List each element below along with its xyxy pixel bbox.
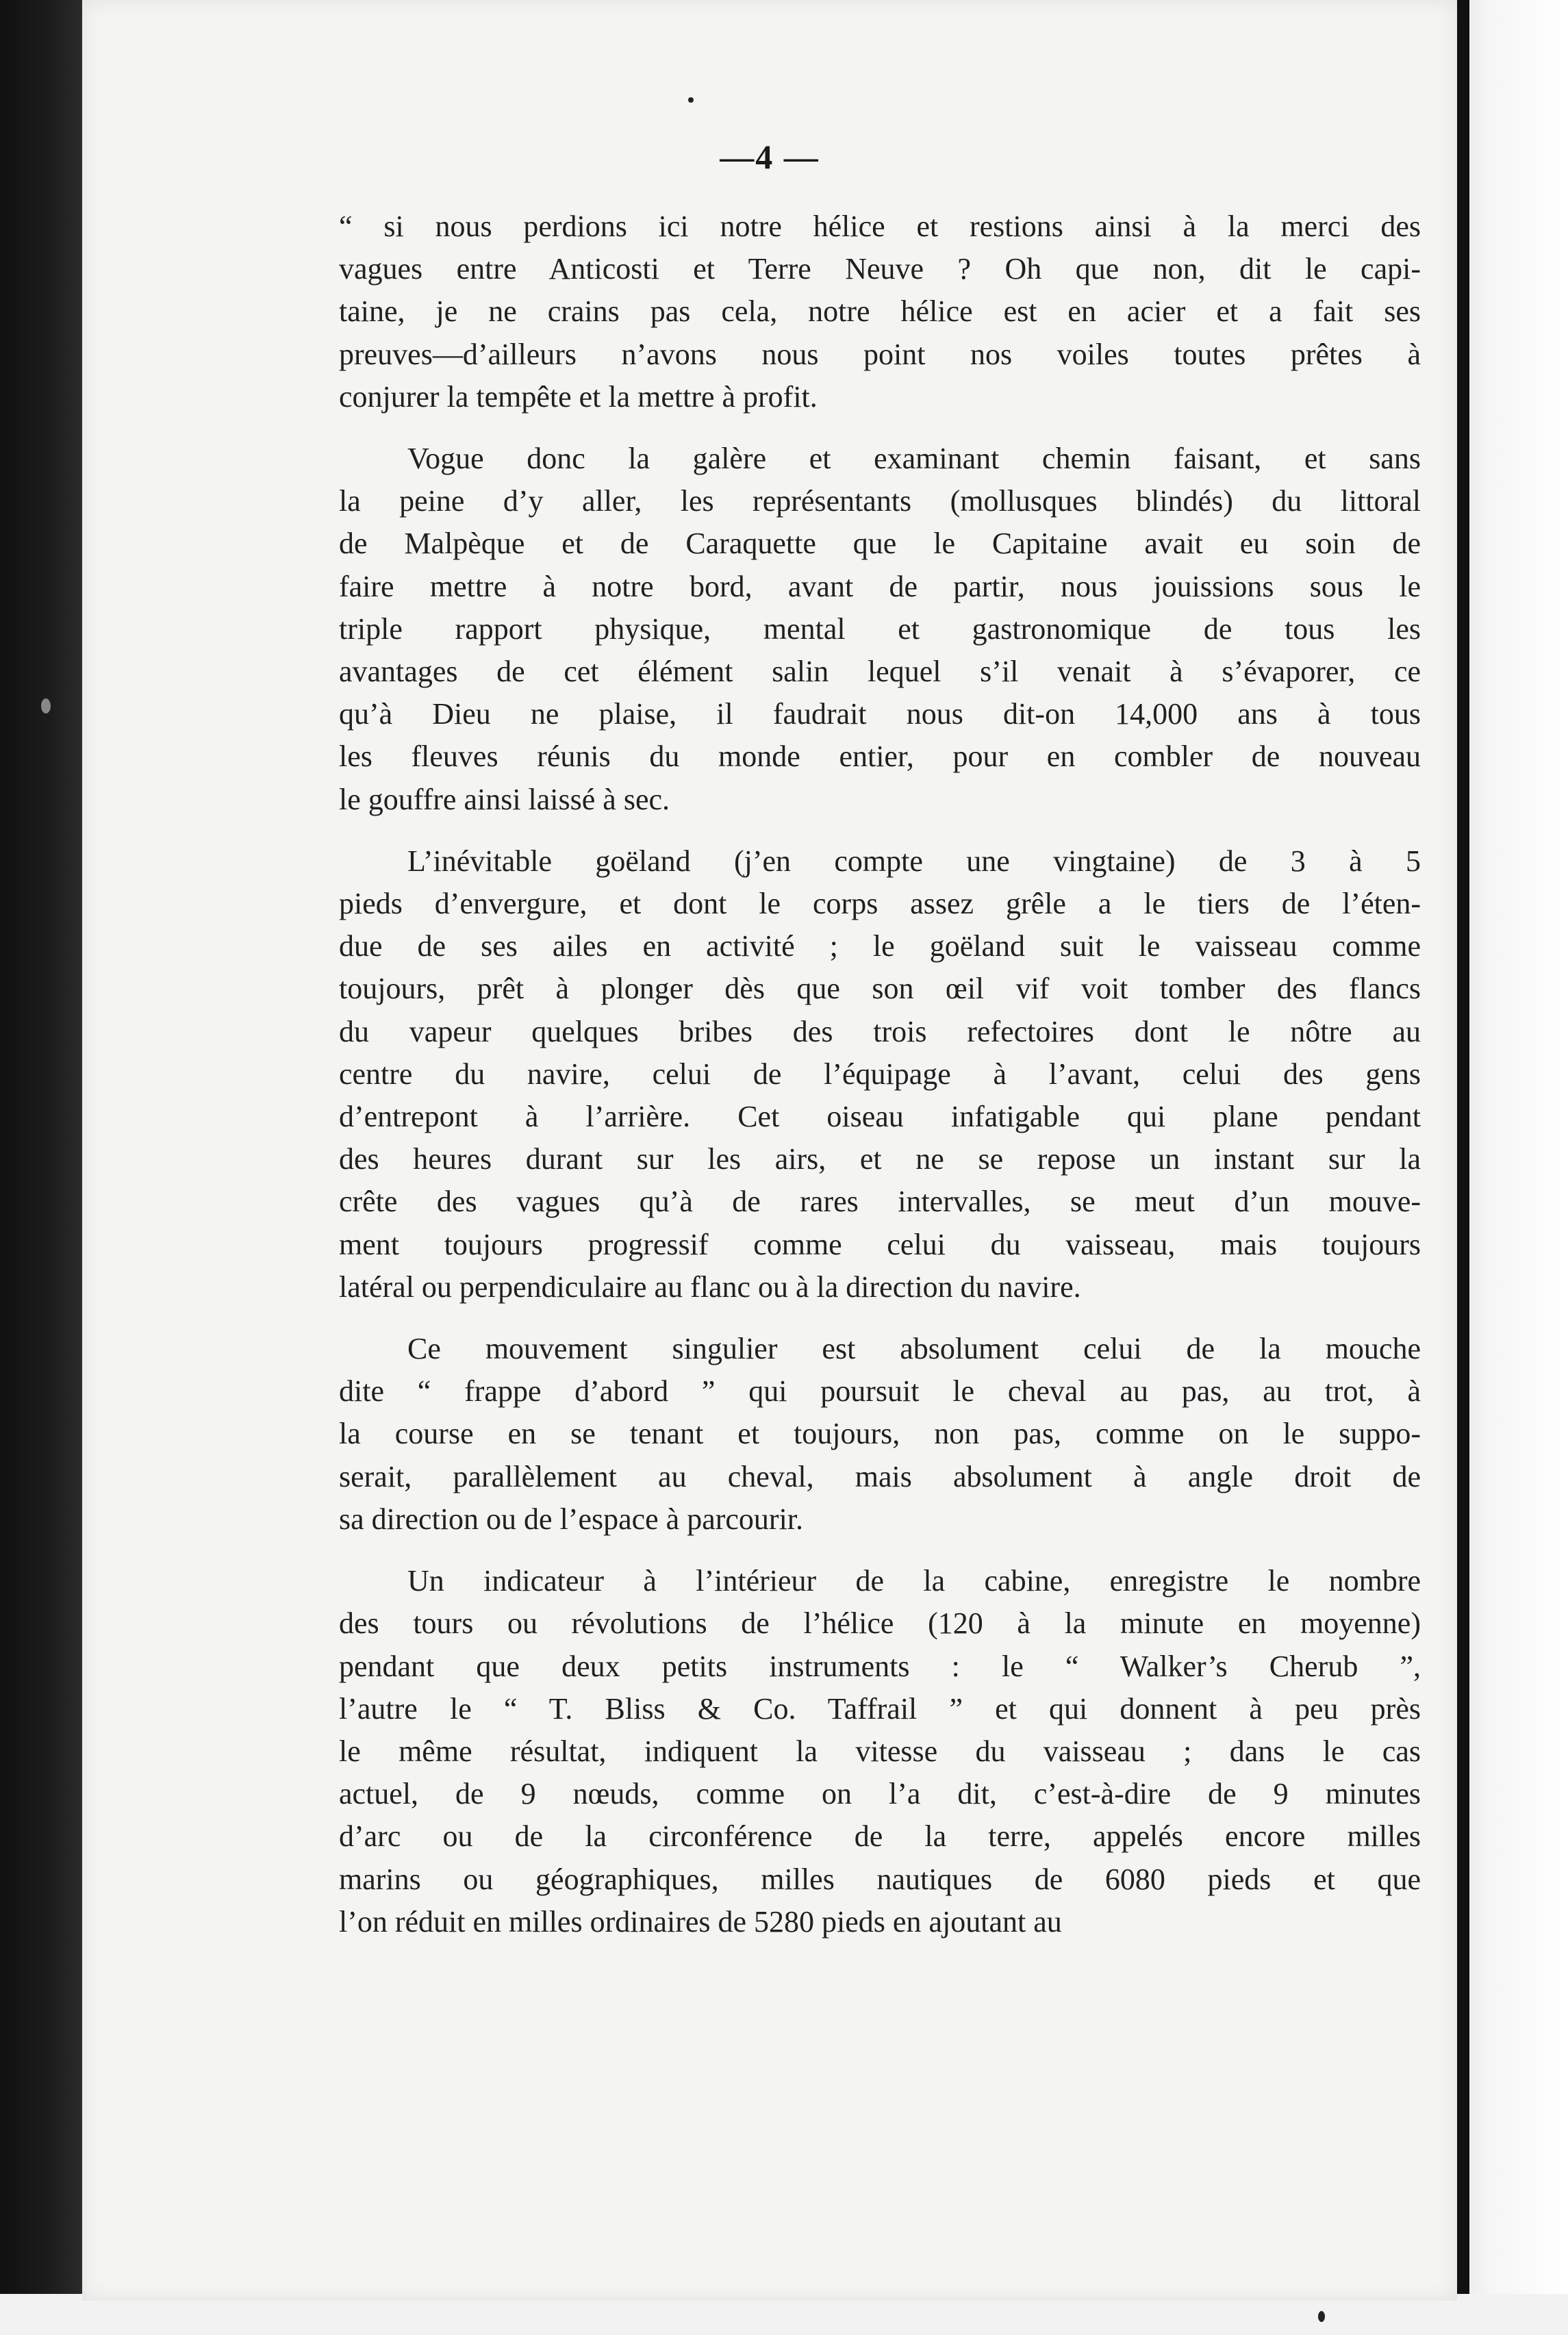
scan-edge-line <box>1457 0 1469 2335</box>
text-line: Un indicateur à l’intérieur de la cabine, enregistre le nombre <box>407 1564 1421 1598</box>
text-line: d’arc ou de la circonférence de la terre, appelés encore milles <box>339 1819 1421 1854</box>
text-line: de Malpèque et de Caraquette que le Capitaine avait eu soin de <box>339 527 1421 561</box>
text-line: avantages de cet élément salin lequel s’il venait à s’évaporer, ce <box>339 655 1421 689</box>
text-line: vagues entre Anticosti et Terre Neuve ? Oh que non, dit le capi- <box>339 252 1421 286</box>
text-line: les fleuves réunis du monde entier, pour en combler de nouveau <box>339 740 1421 774</box>
text-line: des heures durant sur les airs, et ne se repose un instant sur la <box>339 1142 1421 1176</box>
scan-border-left <box>0 0 82 2335</box>
text-line: marins ou géographiques, milles nautiques de 6080 pieds et que <box>339 1862 1421 1896</box>
paragraph <box>339 840 1421 1309</box>
text-line: Ce mouvement singulier est absolument celui de la mouche <box>407 1332 1421 1366</box>
paragraph <box>339 438 1421 821</box>
body-text <box>339 205 1421 1962</box>
text-line: Vogue donc la galère et examinant chemin faisant, et sans <box>407 442 1421 476</box>
paragraph <box>339 205 1421 418</box>
text-line: ment toujours progressif comme celui du vaisseau, mais toujours <box>339 1227 1421 1261</box>
text-line: toujours, prêt à plonger dès que son œil vif voit tomber des flancs <box>339 972 1421 1006</box>
document-page <box>82 0 1457 2301</box>
text-line: la peine d’y aller, les représentants (mollusques blindés) du littoral <box>339 484 1421 518</box>
text-line: faire mettre à notre bord, avant de partir, nous jouissions sous le <box>339 569 1421 603</box>
text-line: triple rapport physique, mental et gastronomique de tous les <box>339 611 1421 646</box>
text-line: pieds d’envergure, et dont le corps assez grêle a le tiers de l’éten- <box>339 887 1421 921</box>
text-line: dite “ frappe d’abord ” qui poursuit le cheval au pas, au trot, à <box>339 1374 1421 1409</box>
scan-speck <box>41 698 51 714</box>
scan-speck <box>1318 2311 1325 2322</box>
text-line: centre du navire, celui de l’équipage à l’avant, celui des gens <box>339 1057 1421 1091</box>
text-line: crête des vagues qu’à de rares intervalles, se meut d’un mouve- <box>339 1185 1421 1219</box>
text-line: taine, je ne crains pas cela, notre hélice est en acier et a fait ses <box>339 294 1421 329</box>
text-line: d’entrepont à l’arrière. Cet oiseau infatigable qui plane pendant <box>339 1100 1421 1134</box>
text-line: serait, parallèlement au cheval, mais absolument à angle droit de <box>339 1459 1421 1493</box>
text-line: latéral ou perpendiculaire au flanc ou à la direction du navire. <box>339 1270 1081 1304</box>
text-line: qu’à Dieu ne plaise, il faudrait nous dit-on 14,000 ans à tous <box>339 697 1421 731</box>
text-line: la course en se tenant et toujours, non pas, comme on le suppo- <box>339 1417 1421 1451</box>
text-line: des tours ou révolutions de l’hélice (120 à la minute en moyenne) <box>339 1606 1421 1641</box>
scan-speck <box>688 97 694 103</box>
scan-border-right <box>1458 0 1568 2335</box>
text-line: l’on réduit en milles ordinaires de 5280 pieds en ajoutant au <box>339 1904 1062 1939</box>
text-line: L’inévitable goëland (j’en compte une vingtaine) de 3 à 5 <box>407 844 1421 878</box>
text-line: l’autre le “ T. Bliss & Co. Taffrail ” et qui donnent à peu près <box>339 1691 1421 1726</box>
paragraph <box>339 1560 1421 1943</box>
paragraph <box>339 1328 1421 1541</box>
text-line: due de ses ailes en activité ; le goëland suit le vaisseau comme <box>339 929 1421 963</box>
text-line: preuves—d’ailleurs n’avons nous point nos voiles toutes prêtes à <box>339 337 1421 371</box>
page-number: —4 — <box>720 138 820 176</box>
text-line: conjurer la tempête et la mettre à profit. <box>339 379 818 414</box>
text-line: “ si nous perdions ici notre hélice et restions ainsi à la merci des <box>339 210 1421 243</box>
text-line: actuel, de 9 nœuds, comme on l’a dit, c’est-à-dire de 9 minutes <box>339 1777 1421 1811</box>
text-line: sa direction ou de l’espace à parcourir. <box>339 1502 804 1536</box>
text-line: du vapeur quelques bribes des trois refectoires dont le nôtre au <box>339 1014 1421 1048</box>
text-line: pendant que deux petits instruments : le “ Walker’s Cherub ”, <box>339 1649 1421 1683</box>
text-line: le même résultat, indiquent la vitesse du vaisseau ; dans le cas <box>339 1734 1421 1768</box>
text-line: le gouffre ainsi laissé à sec. <box>339 782 670 816</box>
